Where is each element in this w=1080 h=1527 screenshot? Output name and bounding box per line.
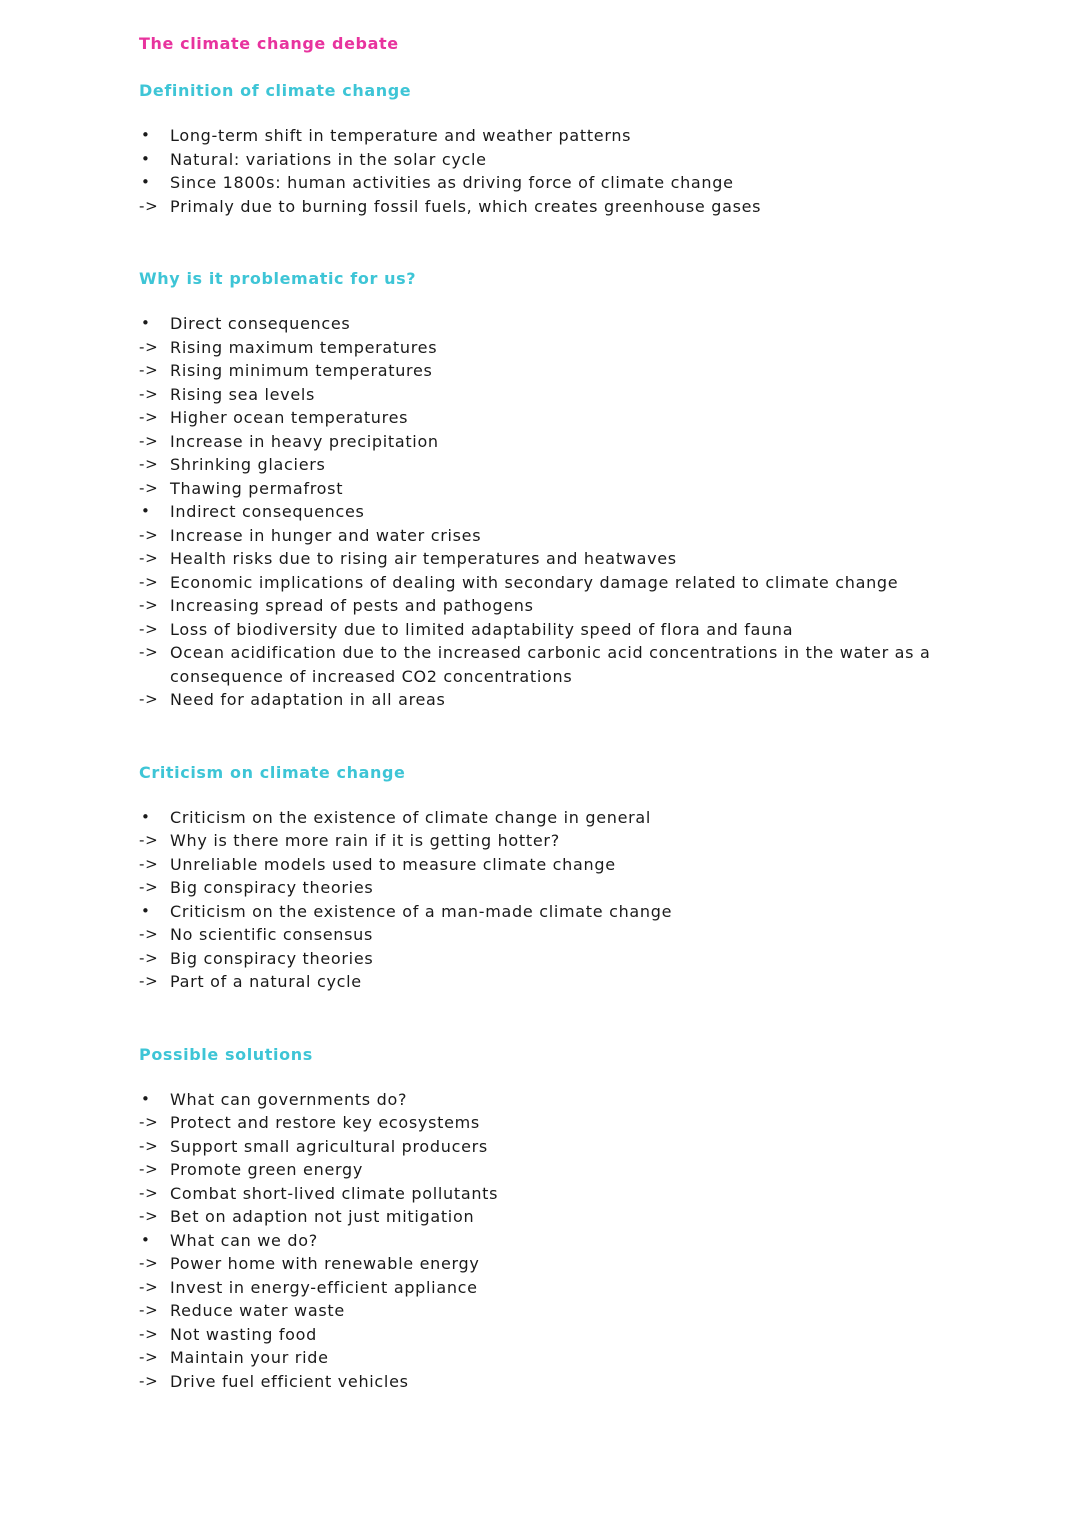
list-item [139,430,1039,454]
list-item-text: Not wasting food [170,1324,318,1344]
list-item [139,1323,1039,1347]
list-item [139,1182,1039,1206]
list-item [139,1135,1039,1159]
list-item [139,641,1039,688]
arrow-marker: -> [139,431,159,450]
list-item [139,524,1039,548]
list-item-text: Health risks due to rising air temperatures and heatwaves [170,549,677,568]
section-heading: Why is it problematic for us? [139,269,417,288]
list-item-text: What can governments do? [170,1089,408,1109]
list-item-text: Primaly due to burning fossil fuels, which creates greenhouse gases [170,196,762,216]
list-item-text: No scientific consensus [170,925,374,944]
list-item-text: Maintain your ride [170,1348,329,1367]
bullet-marker: • [141,126,151,144]
arrow-marker: -> [139,525,159,544]
arrow-marker: -> [139,455,159,473]
list-item [139,806,1039,830]
arrow-marker: -> [139,478,159,497]
list-item-text: What can we do? [170,1230,318,1250]
bullet-marker: • [141,502,151,520]
list-item [139,900,1039,924]
bullet-list [139,312,1039,712]
list-item-text: Part of a natural cycle [170,972,362,991]
list-item-text: Indirect consequences [170,502,365,521]
list-item-text: Drive fuel efficient vehicles [170,1371,409,1391]
list-item [139,547,1039,571]
list-item-text: Criticism on the existence of climate change in general [170,807,652,827]
bullet-list [139,124,1039,218]
list-item-text: Ocean acidification due to the increased carbonic acid concentrations in the water as a consequence of increased CO2 concentrations [170,643,931,686]
list-item-text: Thawing permafrost [170,478,344,498]
list-item [139,1088,1039,1112]
list-item [139,853,1039,877]
arrow-marker: -> [139,572,159,591]
section [139,265,1039,712]
arrow-marker: -> [139,1324,159,1343]
bullet-marker: • [141,1089,151,1108]
list-item-text: Higher ocean temperatures [170,408,409,427]
bullet-marker: • [141,314,151,332]
list-item [139,594,1039,618]
arrow-marker: -> [139,1183,159,1202]
document-page [139,30,1039,1393]
list-item [139,148,1039,172]
list-item [139,383,1039,407]
arrow-marker: -> [139,854,159,873]
bullet-marker: • [141,807,151,826]
section [139,759,1039,994]
list-item [139,1299,1039,1323]
list-item [139,171,1039,195]
list-item [139,1346,1039,1370]
list-item [139,970,1039,994]
arrow-marker: -> [139,1254,159,1272]
list-item-text: Rising minimum temperatures [170,361,433,380]
section-heading: Possible solutions [139,1044,313,1064]
list-item [139,453,1039,477]
arrow-marker: -> [139,1136,159,1155]
list-item-text: Direct consequences [170,314,351,333]
arrow-marker: -> [139,1348,159,1366]
arrow-marker: -> [139,831,159,849]
arrow-marker: -> [139,972,159,990]
list-item-text: Support small agricultural producers [170,1136,488,1156]
arrow-marker: -> [139,925,159,943]
list-item [139,1158,1039,1182]
list-item [139,312,1039,336]
list-item [139,477,1039,501]
list-item [139,618,1039,642]
list-item [139,947,1039,971]
list-item-text: Invest in energy-efficient appliance [170,1277,478,1297]
arrow-marker: -> [139,1371,159,1390]
bullet-marker: • [141,149,151,168]
list-item [139,124,1039,148]
list-item [139,1111,1039,1135]
arrow-marker: -> [139,643,159,661]
sections-container [139,77,1039,1393]
list-item-text: Reduce water waste [170,1301,345,1320]
list-item-text: Unreliable models used to measure climate change [170,854,616,874]
arrow-marker: -> [139,361,159,379]
list-item-text: Rising sea levels [170,384,316,404]
list-item [139,688,1039,712]
list-item [139,829,1039,853]
list-item [139,1205,1039,1229]
list-item [139,1370,1039,1394]
list-item-text: Why is there more rain if it is getting hotter? [170,831,560,850]
section-heading: Criticism on climate change [139,762,406,782]
list-item [139,571,1039,595]
section [139,1041,1039,1394]
arrow-marker: -> [139,384,159,403]
section [139,77,1039,218]
bullet-marker: • [141,173,151,191]
list-item-text: Long-term shift in temperature and weather patterns [170,126,632,145]
arrow-marker: -> [139,596,159,614]
list-item [139,336,1039,360]
list-item-text: Shrinking glaciers [170,455,326,474]
arrow-marker: -> [139,1113,159,1131]
list-item [139,359,1039,383]
list-item [139,1252,1039,1276]
bullet-list [139,1088,1039,1394]
section-heading: Definition of climate change [139,81,412,100]
arrow-marker: -> [139,337,159,356]
arrow-marker: -> [139,1301,159,1319]
arrow-marker: -> [139,1277,159,1296]
list-item [139,406,1039,430]
list-item-text: Need for adaptation in all areas [170,690,446,709]
bullet-list [139,806,1039,994]
list-item-text: Big conspiracy theories [170,948,374,968]
list-item-text: Natural: variations in the solar cycle [170,149,487,169]
bullet-marker: • [141,1230,151,1249]
list-item [139,1276,1039,1300]
list-item-text: Since 1800s: human activities as driving force of climate change [170,173,734,192]
list-item-text: Big conspiracy theories [170,878,374,897]
list-item [139,195,1039,219]
list-item-text: Loss of biodiversity due to limited adaptability speed of flora and fauna [170,619,794,639]
arrow-marker: -> [139,619,159,638]
arrow-marker: -> [139,948,159,967]
arrow-marker: -> [139,549,159,567]
arrow-marker: -> [139,196,159,215]
list-item [139,500,1039,524]
arrow-marker: -> [139,1207,159,1225]
list-item-text: Bet on adaption not just mitigation [170,1207,475,1226]
list-item-text: Promote green energy [170,1160,364,1179]
list-item-text: Power home with renewable energy [170,1254,480,1273]
arrow-marker: -> [139,690,159,708]
arrow-marker: -> [139,878,159,896]
list-item-text: Increase in hunger and water crises [170,525,482,545]
list-item-text: Increasing spread of pests and pathogens [170,596,534,615]
list-item-text: Rising maximum temperatures [170,337,438,357]
list-item-text: Economic implications of dealing with secondary damage related to climate change [170,572,899,592]
list-item [139,876,1039,900]
document-title: The climate change debate [139,34,399,53]
list-item-text: Criticism on the existence of a man-made climate change [170,901,673,921]
arrow-marker: -> [139,1160,159,1178]
list-item [139,923,1039,947]
list-item-text: Increase in heavy precipitation [170,431,439,451]
list-item [139,1229,1039,1253]
list-item-text: Combat short-lived climate pollutants [170,1183,499,1203]
arrow-marker: -> [139,408,159,426]
bullet-marker: • [141,901,151,920]
list-item-text: Protect and restore key ecosystems [170,1113,480,1132]
